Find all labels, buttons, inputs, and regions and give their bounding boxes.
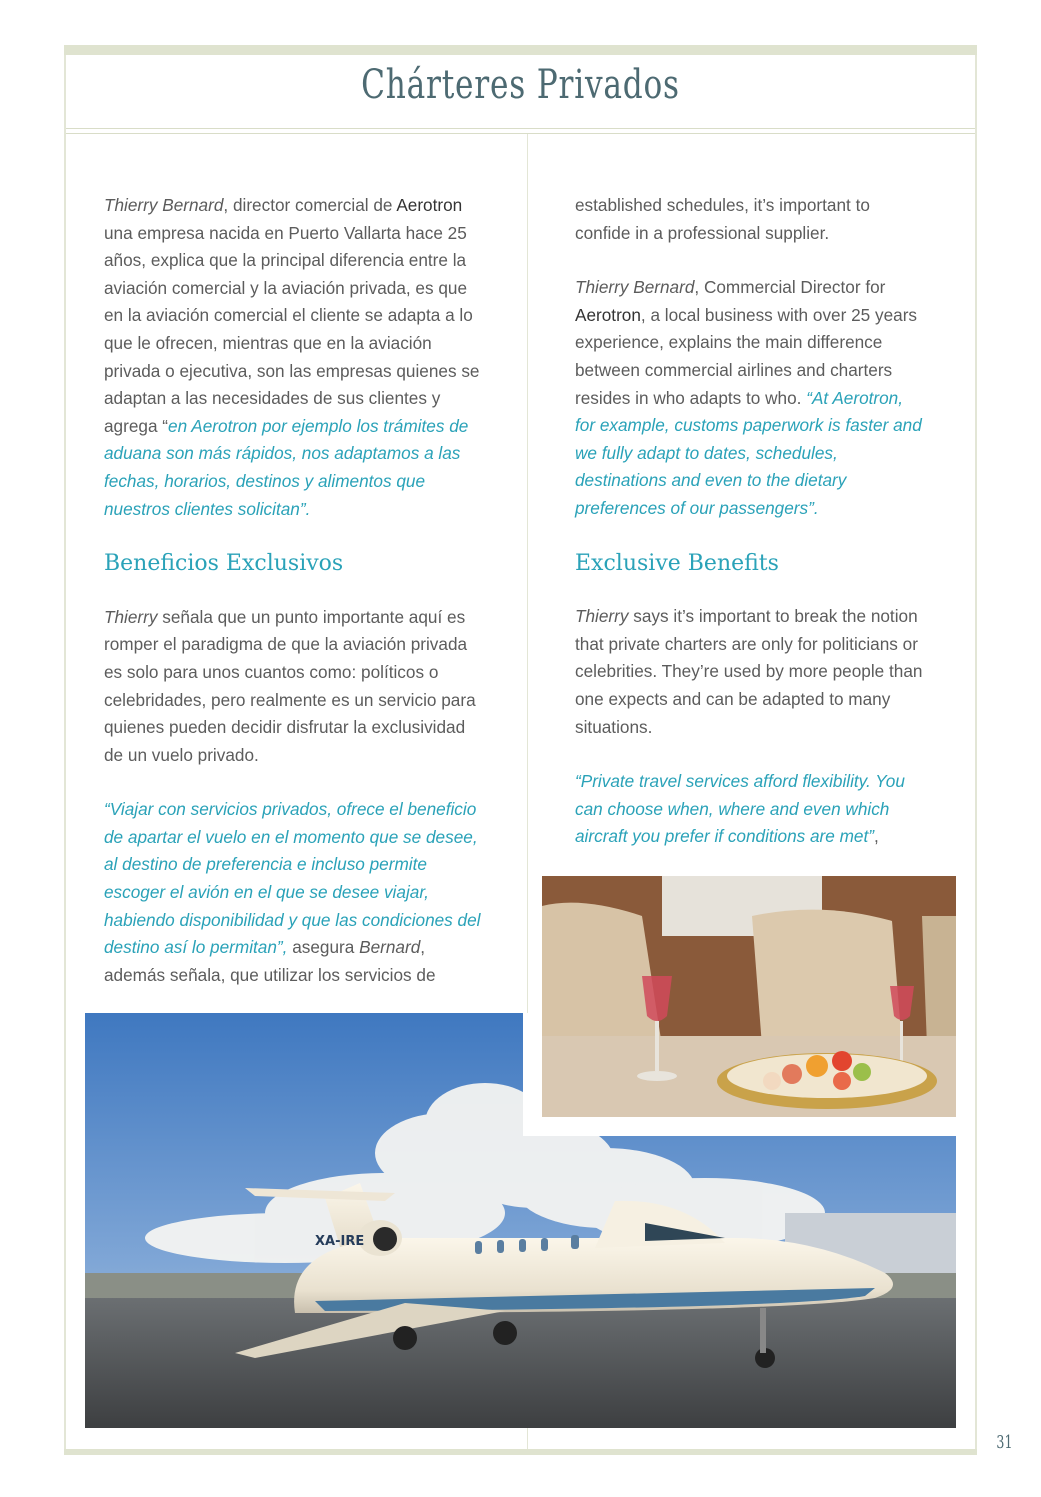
- pull-quote: “Private travel services afford flexibility. You can choose when, where and even which aircraft you prefer if conditions are met”: [575, 771, 905, 847]
- pull-quote: “Viajar con servicios privados, ofrece el beneficio de apartar el vuelo en el momento que se desee, al destino de preferencia e incluso permite escoger el avión en el que se desee viajar, habiendo disponibilidad y que las condiciones del destino así lo permitan”,: [104, 799, 481, 958]
- pull-quote: en Aerotron por ejemplo los trámites de aduana son más rápidos, nos adaptamos a las fechas, horarios, destinos y alimentos que nuestros clientes solicitan”.: [104, 415, 469, 519]
- frame-top-border: [64, 45, 977, 55]
- quote-paragraph: “Private travel services afford flexibility. You can choose when, where and even which aircraft you prefer if conditions are met”,: [575, 771, 905, 847]
- company-name: Aerotron: [575, 304, 641, 325]
- body-paragraph: Thierry says it’s important to break the notion that private charters are only for politicians or celebrities. They’re used by more people than one expects and can be adapted to many situations.: [575, 606, 923, 737]
- person-name: Thierry: [575, 606, 629, 627]
- section-heading: Beneficios Exclusivos: [104, 551, 344, 577]
- body-paragraph: Thierry señala que un punto importante aquí es romper el paradigma de que la aviación privada es solo para unos cuantos como: políticos o celebridades, pero realmente es un servicio para quienes pueden decidir disfrutar la exclusividad de un vuelo privado.: [104, 606, 476, 765]
- continued-paragraph: established schedules, it’s important to confide in a professional supplier.: [575, 195, 870, 243]
- company-name: Aerotron: [396, 195, 463, 215]
- person-name: Thierry Bernard: [575, 277, 695, 298]
- intro-paragraph: Thierry Bernard, Commercial Director for Aerotron, a local business with over 25 years experience, explains the main difference between commercial airlines and charters resides in who adapts to who. “At Aerotron, for example, customs paperwork is faster and we fully adapt to dates, schedules, destinations and even to the dietary preferences of our passengers”.: [575, 277, 922, 518]
- cabin-illustration: [542, 876, 956, 1117]
- title-divider: [66, 128, 975, 129]
- person-name: Thierry: [104, 606, 158, 627]
- frame-left-border: [64, 55, 66, 1449]
- intro-paragraph: Thierry Bernard, director comercial de Aerotron una empresa nacida en Puerto Vallarta hace 25 años, explica que la principal diferencia entre la aviación comercial y la aviación privada, es que en la aviación comercial el cliente se adapta a lo que le ofrecen, mientras que en la aviación privada o ejecutiva, son las empresas quienes se adaptan a las necesidades de sus clientes y agrega “en Aerotron por ejemplo los trámites de aduana son más rápidos, nos adaptamos a las fechas, horarios, destinos y alimentos que nuestros clientes solicitan”.: [104, 195, 480, 519]
- section-heading: Exclusive Benefits: [575, 550, 779, 576]
- left-column-spanish: [104, 192, 489, 1016]
- jet-registration: XA-IRE: [315, 1234, 365, 1249]
- cabin-interior-photo: [542, 876, 956, 1117]
- frame-bottom-border: [64, 1449, 977, 1455]
- page-title: Chárteres Privados: [361, 62, 680, 108]
- frame-right-border: [975, 55, 977, 1449]
- page-number: 31: [996, 1432, 1013, 1453]
- person-name: Bernard: [359, 937, 421, 958]
- quote-paragraph: “Viajar con servicios privados, ofrece el beneficio de apartar el vuelo en el momento que se desee, al destino de preferencia e incluso permite escoger el avión en el que se desee viajar, habiendo disponibilidad y que las condiciones del destino así lo permitan”, asegura Bernard, además señala, que utilizar los servicios de: [104, 799, 481, 985]
- pull-quote: “At Aerotron, for example, customs paperwork is faster and we fully adapt to dates, schedules, destinations and even to the dietary preferences of our passengers”.: [575, 387, 922, 518]
- person-name: Thierry Bernard: [104, 195, 224, 215]
- title-divider-inner: [66, 133, 975, 134]
- right-column-english: [575, 192, 925, 878]
